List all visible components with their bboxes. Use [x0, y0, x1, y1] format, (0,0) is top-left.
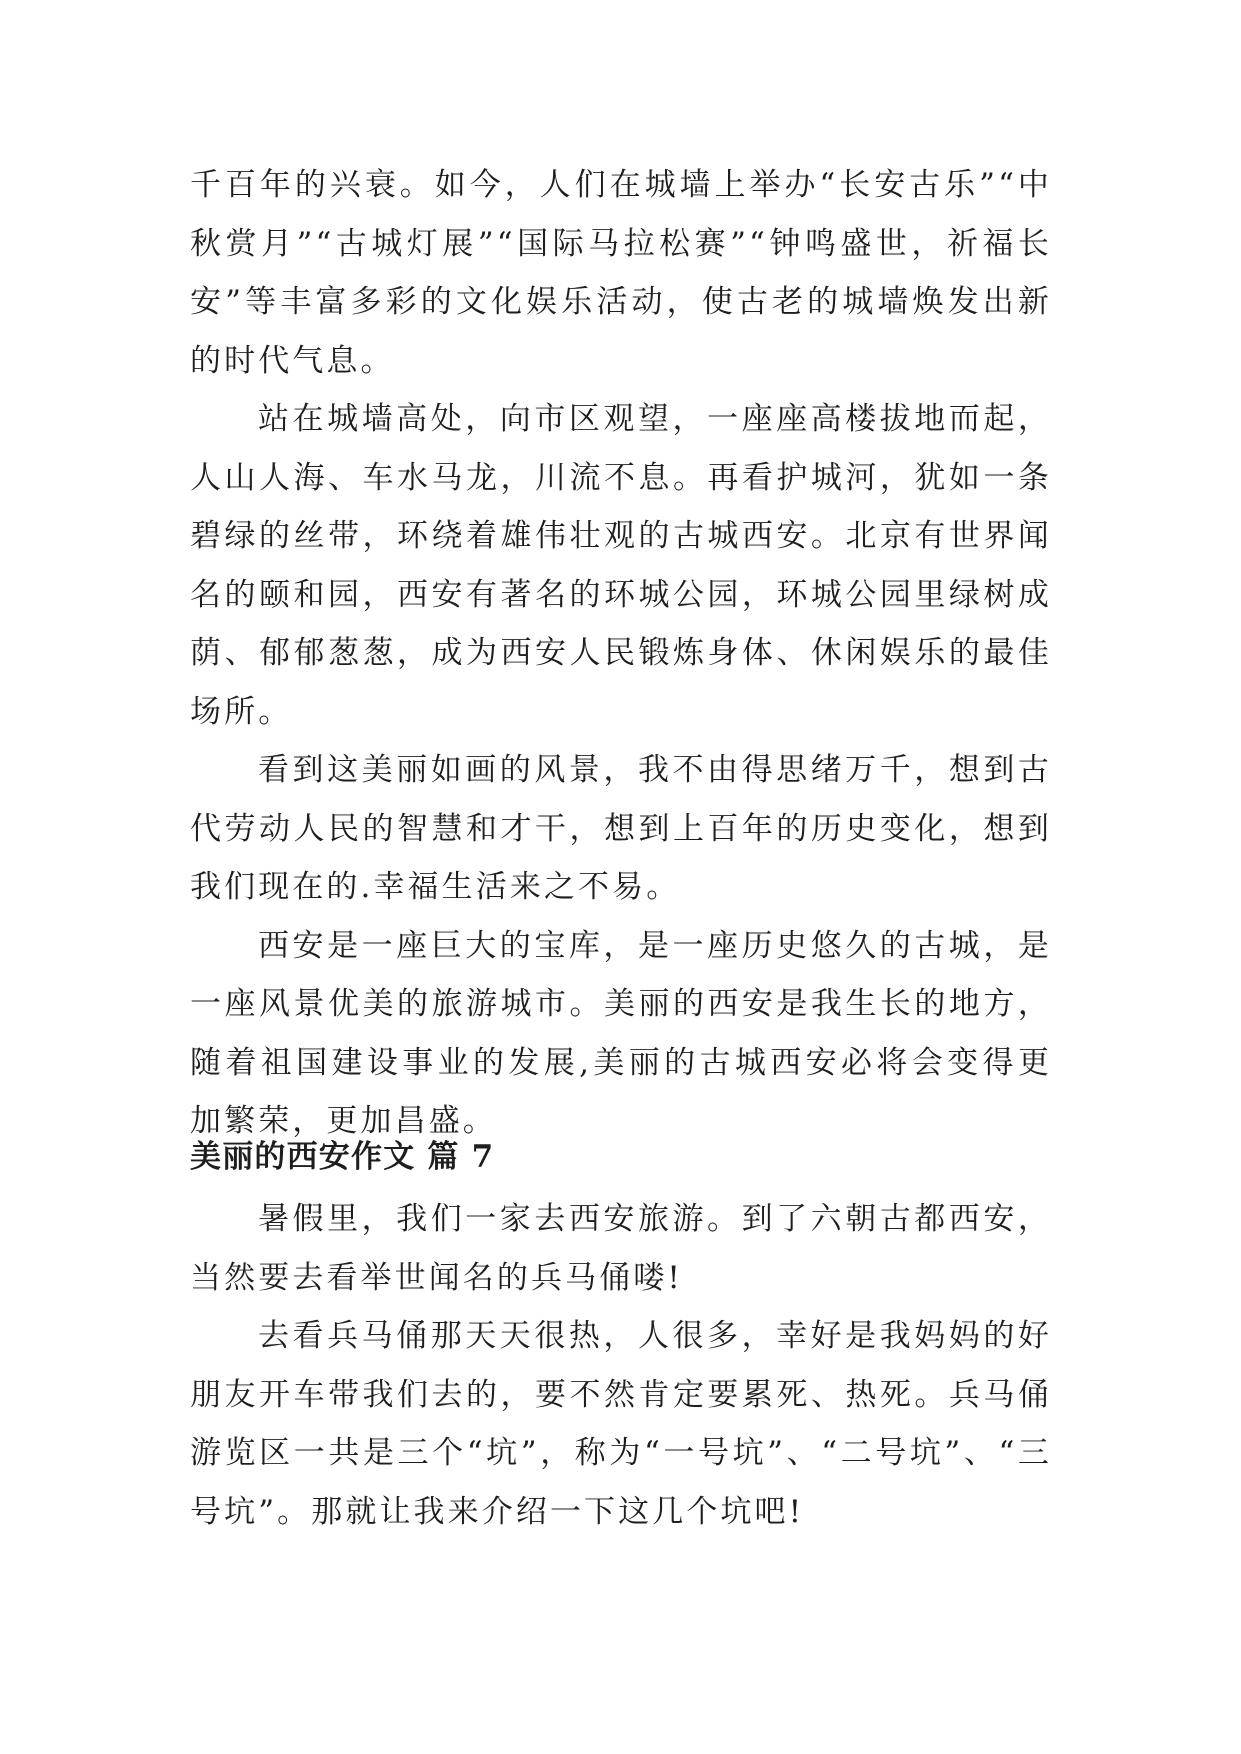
essay-heading: 美丽的西安作文 篇 7 [190, 1139, 495, 1175]
paragraph-city-view: 站在城墙高处，向市区观望，一座座高楼拔地而起，人山人海、车水马龙，川流不息。再看护城河，犹如一条碧绿的丝带，环绕着雄伟壮观的古城西安。北京有世界闻名的颐和园，西安有著名的环城公园，环城公园里绿树成荫、郁郁葱葱，成为西安人民锻炼身体、休闲娱乐的最佳场所。 [190, 401, 1052, 730]
paragraph-summer-trip: 暑假里，我们一家去西安旅游。到了六朝古都西安，当然要去看举世闻名的兵马俑喽! [190, 1201, 1052, 1296]
paragraph-terracotta-pits: 去看兵马俑那天天很热，人很多，幸好是我妈妈的好朋友开车带我们去的，要不然肯定要累死、热死。兵马俑游览区一共是三个“坑”，称为“一号坑”、“二号坑”、“三号坑”。那就让我来介绍一下这几个坑吧! [190, 1318, 1053, 1530]
paragraph-city-wall-activities: 千百年的兴衰。如今，人们在城墙上举办“长安古乐”“中秋赏月”“古城灯展”“国际马拉松赛”“钟鸣盛世，祈福长安”等丰富多彩的文化娱乐活动，使古老的城墙焕发出新的时代气息。 [190, 167, 1052, 379]
paragraph-conclusion: 西安是一座巨大的宝库，是一座历史悠久的古城，是一座风景优美的旅游城市。美丽的西安是我生长的地方，随着祖国建设事业的发展,美丽的古城西安必将会变得更加繁荣，更加昌盛。 [190, 927, 1052, 1139]
essay-section-7 [190, 1190, 1052, 1541]
essay-previous-section [190, 156, 1052, 1151]
paragraph-reflection: 看到这美丽如画的风景，我不由得思绪万千，想到古代劳动人民的智慧和才干，想到上百年的历史变化，想到我们现在的.幸福生活来之不易。 [190, 752, 1052, 905]
